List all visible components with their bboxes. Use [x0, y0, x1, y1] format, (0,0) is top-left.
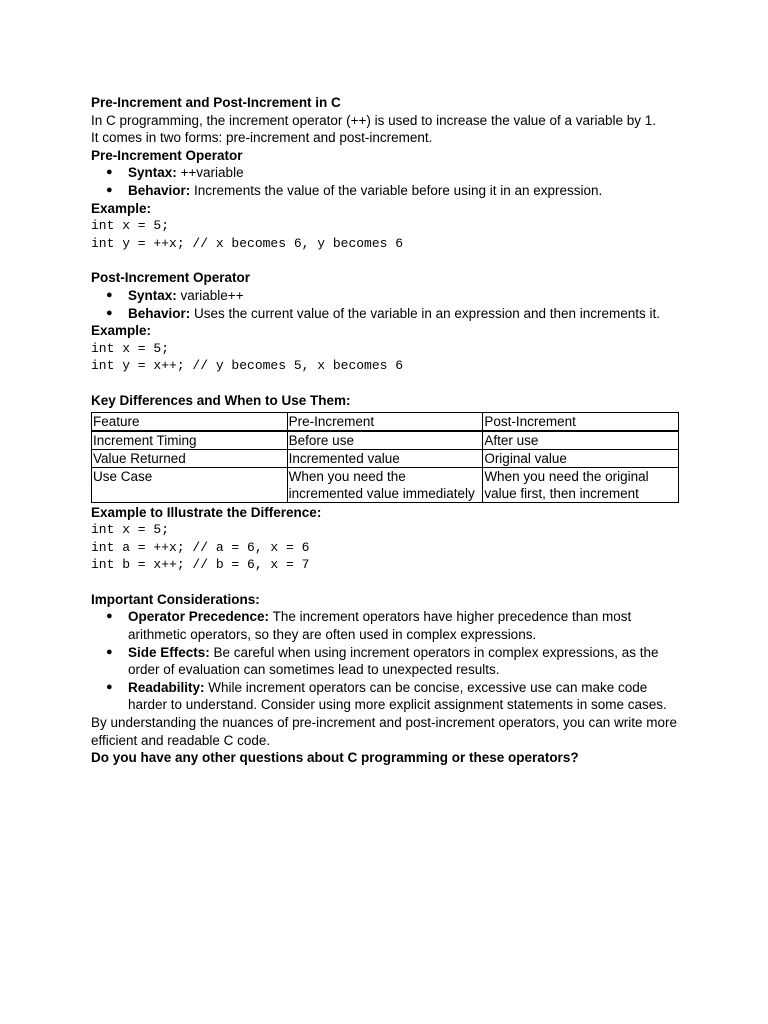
bullet-icon: ● [106, 645, 113, 658]
pre-increment-list [91, 164, 688, 199]
code-line: int y = ++x; // x becomes 6, y becomes 6 [91, 235, 404, 251]
table-cell: Incremented value [287, 449, 483, 467]
consideration-text: Be careful when using increment operators in complex expressions, as the order of evaluation can sometimes lead to unexpected results. [128, 644, 659, 678]
table-cell: Increment Timing [92, 431, 288, 450]
syntax-label: Syntax: [128, 165, 177, 181]
table-header-cell: Feature [92, 412, 288, 431]
behavior-label: Behavior: [128, 182, 191, 198]
bullet-icon: ● [106, 306, 113, 319]
list-item [91, 608, 688, 643]
list-item [91, 164, 688, 182]
behavior-value: Uses the current value of the variable in an expression and then increments it. [190, 305, 661, 321]
document-title: Pre-Increment and Post-Increment in C [91, 95, 341, 110]
bullet-icon: ● [106, 183, 113, 196]
consideration-label: Side Effects: [128, 644, 210, 660]
code-line: int x = 5; [91, 340, 170, 356]
key-differences-heading: Key Differences and When to Use Them: [91, 392, 351, 408]
syntax-value: variable++ [176, 287, 244, 303]
list-item [91, 679, 688, 714]
consideration-text: While increment operators can be concise, excessive use can make code harder to understand. Consider using more explicit assignment statements in some cases. [128, 679, 667, 713]
code-line: int x = 5; [91, 218, 170, 234]
bullet-icon: ● [106, 680, 113, 693]
table-cell: Before use [287, 431, 483, 450]
table-header-cell: Pre-Increment [287, 412, 483, 431]
table-row [92, 449, 679, 467]
consideration-text: The increment operators have higher precedence than most arithmetic operators, so they are often used in complex expressions. [128, 609, 632, 643]
table-cell: After use [483, 431, 679, 450]
closing-question: Do you have any other questions about C programming or these operators? [91, 750, 579, 766]
consideration-label: Operator Precedence: [128, 609, 270, 625]
table-cell: Original value [483, 449, 679, 467]
list-item [91, 305, 688, 323]
table-row [92, 431, 679, 450]
list-item [91, 287, 688, 305]
considerations-list [91, 608, 688, 714]
illustrate-heading: Example to Illustrate the Difference: [91, 504, 322, 520]
syntax-label: Syntax: [128, 287, 177, 303]
list-item [91, 644, 688, 679]
syntax-value: ++variable [176, 165, 244, 181]
code-line: int x = 5; [91, 522, 170, 538]
behavior-label: Behavior: [128, 305, 191, 321]
table-header-row [92, 412, 679, 431]
table-cell: When you need the incremented value immediately [287, 467, 483, 502]
behavior-value: Increments the value of the variable before using it in an expression. [190, 182, 603, 198]
table-header-cell: Post-Increment [483, 412, 679, 431]
pre-increment-heading: Pre-Increment Operator [91, 147, 243, 163]
considerations-heading: Important Considerations: [91, 591, 260, 607]
post-increment-list [91, 287, 688, 322]
bullet-icon: ● [106, 288, 113, 301]
table-cell: Use Case [92, 467, 288, 502]
example-label: Example: [91, 200, 152, 216]
consideration-label: Readability: [128, 679, 205, 695]
bullet-icon: ● [106, 610, 113, 623]
intro-line-1: In C programming, the increment operator (++) is used to increase the value of a variable by 1. [91, 112, 657, 128]
list-item [91, 182, 688, 200]
example-label: Example: [91, 323, 152, 339]
code-line: int y = x++; // y becomes 5, x becomes 6 [91, 358, 404, 374]
post-increment-heading: Post-Increment Operator [91, 270, 251, 286]
code-line: int b = x++; // b = 6, x = 7 [91, 557, 310, 573]
table-row [92, 467, 679, 502]
table-cell: When you need the original value first, then increment [483, 467, 679, 502]
comparison-table [91, 412, 679, 503]
bullet-icon: ● [106, 166, 113, 179]
code-line: int a = ++x; // a = 6, x = 6 [91, 539, 310, 555]
conclusion-paragraph: By understanding the nuances of pre-increment and post-increment operators, you can write more efficient and readable C code. [91, 715, 681, 748]
table-cell: Value Returned [92, 449, 288, 467]
intro-line-2: It comes in two forms: pre-increment and post-increment. [91, 130, 433, 146]
